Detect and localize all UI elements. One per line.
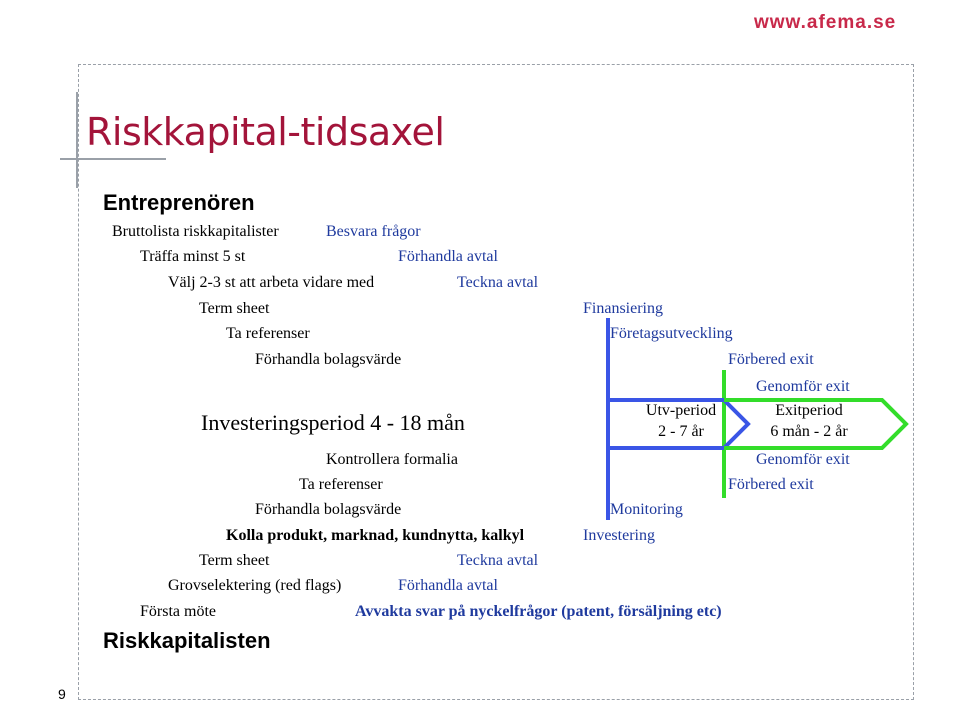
entrepreneur-line: Företagsutveckling	[610, 325, 733, 342]
capitalist-line: Kontrollera formalia	[326, 451, 458, 468]
capitalist-line: Första möte	[140, 603, 216, 620]
capitalist-line: Genomför exit	[756, 451, 850, 468]
capitalist-line: Grovselektering (red flags)	[168, 577, 342, 594]
entrepreneur-line: Teckna avtal	[457, 274, 539, 291]
capitalist-line: Förhandla avtal	[398, 577, 498, 594]
entrepreneur-line: Förhandla avtal	[398, 248, 498, 265]
capitalist-line: Kolla produkt, marknad, kundnytta, kalkyl	[226, 527, 525, 544]
dev-period-label: Utv-period	[645, 402, 717, 419]
capitalist-line: Term sheet	[199, 552, 270, 569]
capitalist-line: Förbered exit	[728, 476, 814, 493]
entrepreneur-line: Träffa minst 5 st	[140, 248, 246, 265]
capitalist-line: Ta referenser	[299, 476, 383, 493]
brand-url[interactable]: www.afema.se	[754, 12, 897, 33]
entrepreneur-line: Genomför exit	[756, 378, 850, 395]
entrepreneur-line: Term sheet	[199, 300, 270, 317]
entrepreneur-line: Ta referenser	[226, 325, 310, 342]
dev-period-range: 2 - 7 år	[658, 423, 704, 440]
capitalist-heading: Riskkapitalisten	[103, 628, 271, 653]
entrepreneur-line: Besvara frågor	[326, 223, 421, 240]
exit-period-range: 6 mån - 2 år	[770, 423, 848, 440]
capitalist-line: Monitoring	[610, 501, 683, 518]
capitalist-line: Avvakta svar på nyckelfrågor (patent, försäljning etc)	[355, 603, 722, 620]
entrepreneur-line: Finansiering	[583, 300, 663, 317]
exit-period-label: Exitperiod	[775, 402, 843, 419]
entrepreneur-heading: Entreprenören	[103, 190, 255, 215]
entrepreneur-line: Förbered exit	[728, 351, 814, 368]
investment-period-label: Investeringsperiod 4 - 18 mån	[201, 410, 465, 435]
entrepreneur-line: Bruttolista riskkapitalister	[112, 223, 279, 240]
page-title: Riskkapital-tidsaxel	[86, 110, 445, 154]
slide-number: 9	[58, 686, 66, 702]
capitalist-line: Förhandla bolagsvärde	[255, 501, 402, 518]
capitalist-line: Teckna avtal	[457, 552, 539, 569]
capitalist-line: Investering	[583, 527, 655, 544]
entrepreneur-line: Förhandla bolagsvärde	[255, 351, 402, 368]
entrepreneur-line: Välj 2-3 st att arbeta vidare med	[168, 274, 375, 291]
